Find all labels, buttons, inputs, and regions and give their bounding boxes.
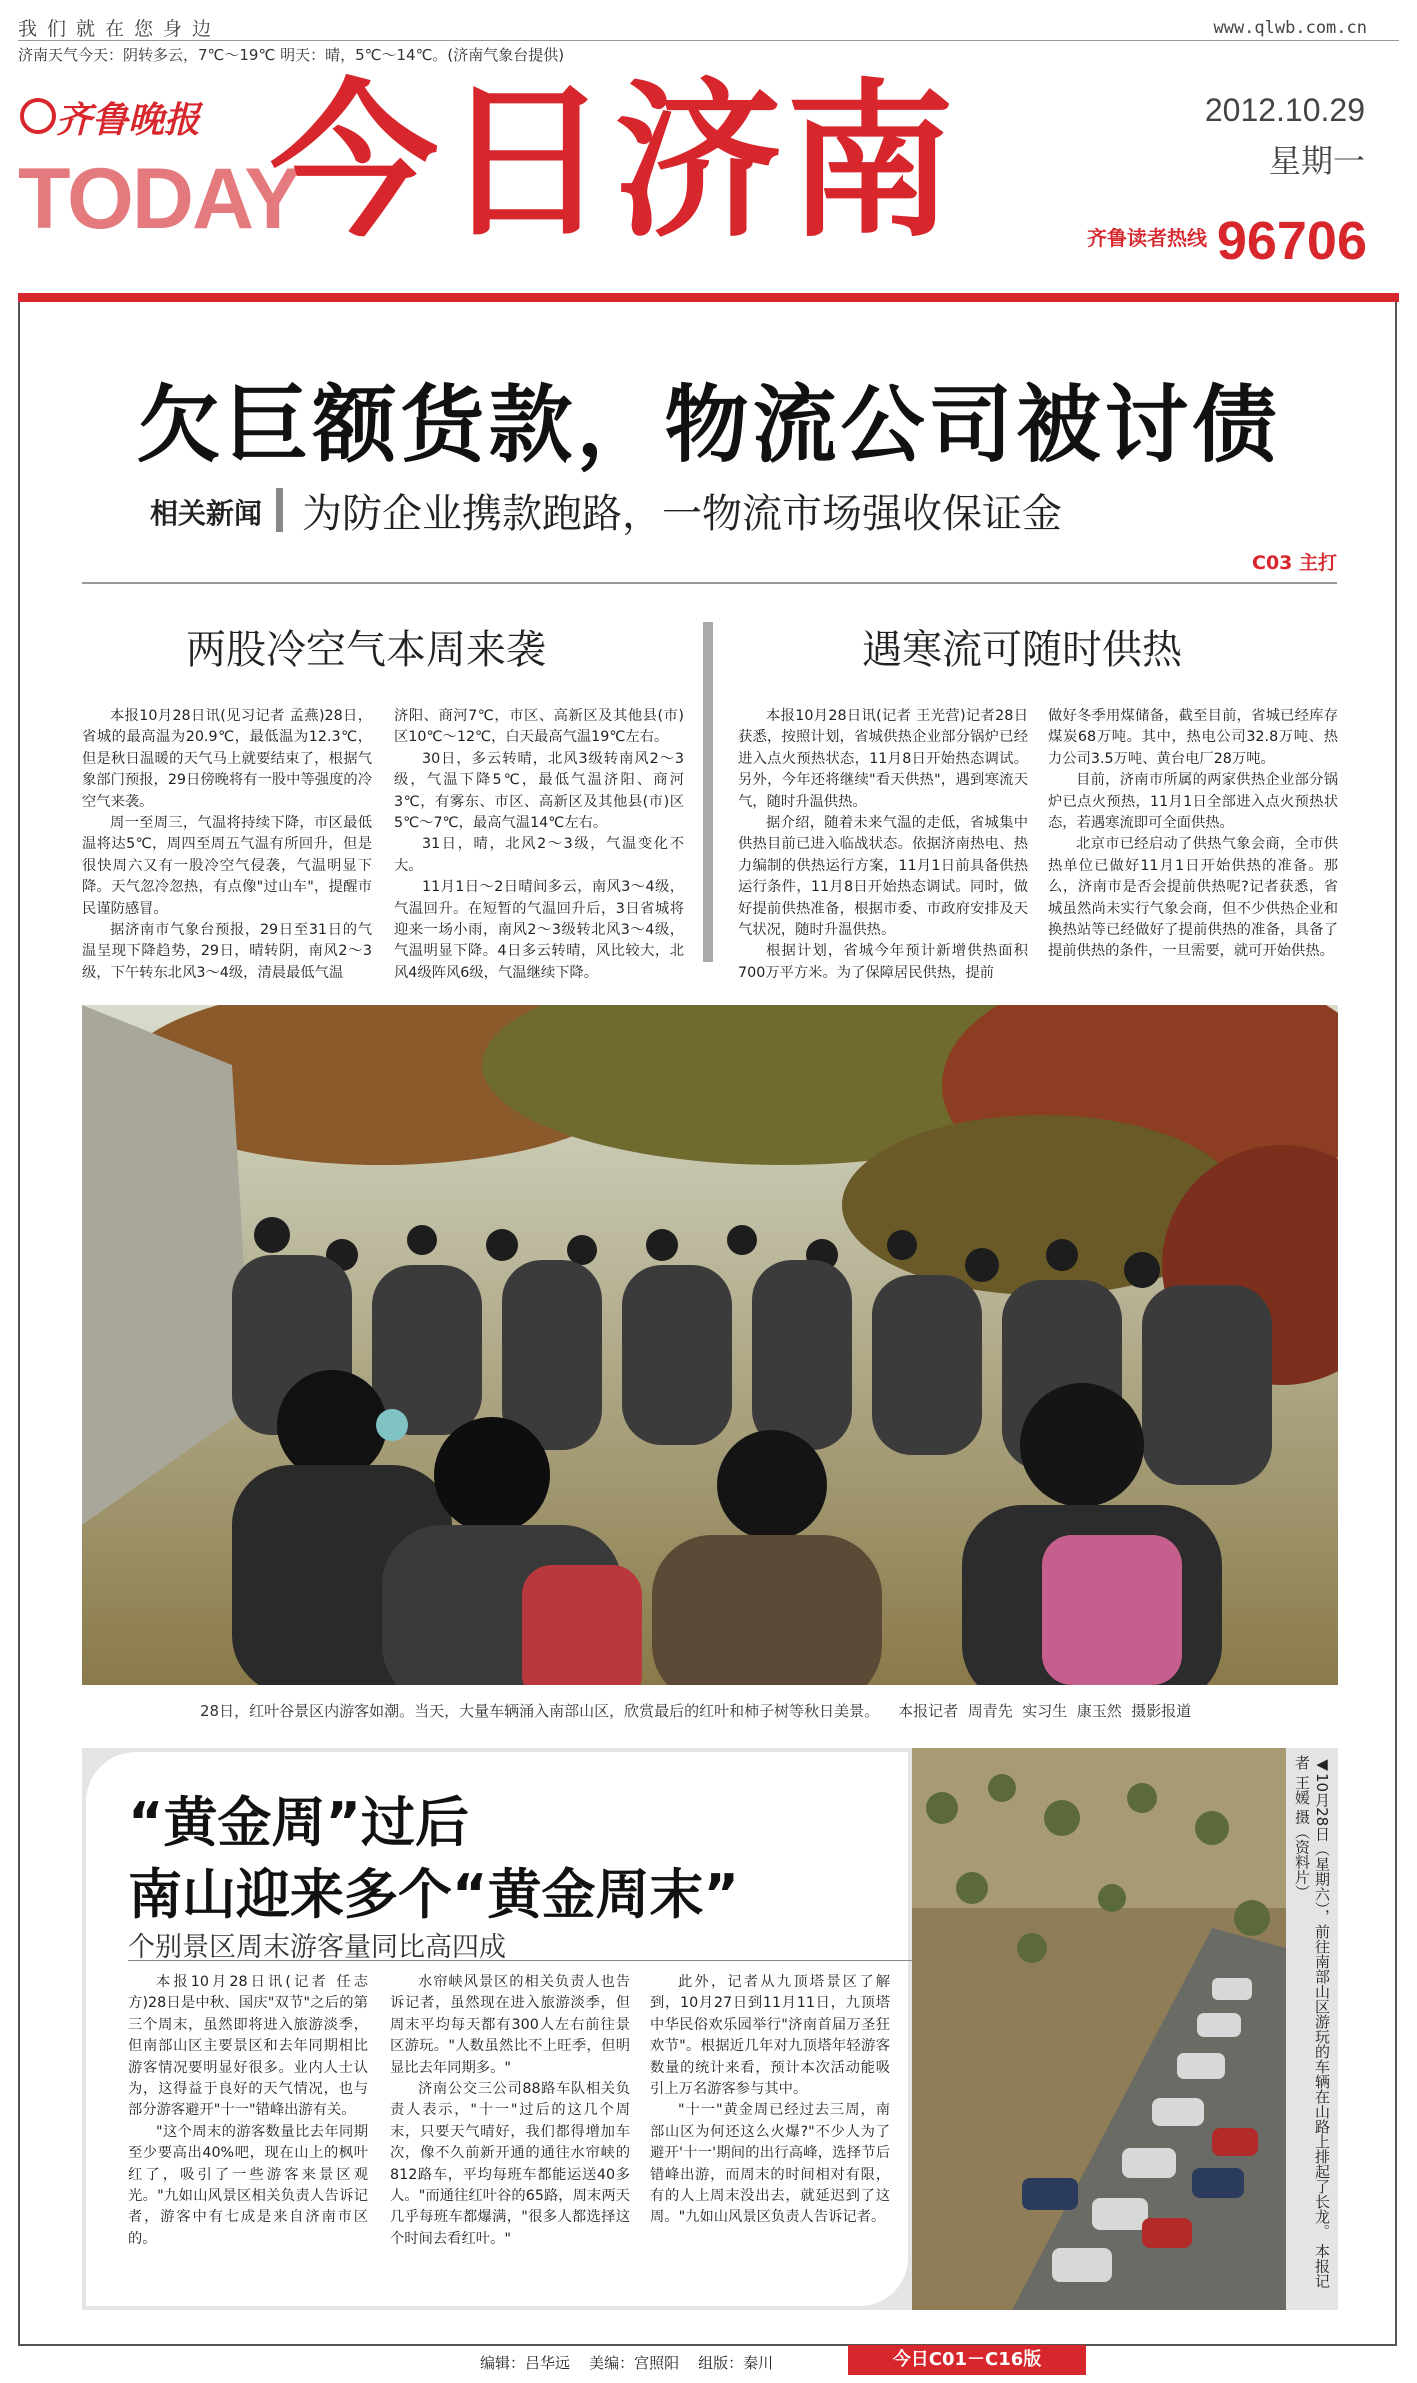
editor-credits: 编辑：吕华远 美编：宫照阳 组版：秦川 (480, 2354, 774, 2372)
slogan: 我们就在您身边 (18, 18, 222, 40)
feature-divider (128, 1960, 918, 1961)
hotline-label: 齐鲁读者热线 (1087, 226, 1207, 250)
crowd-photo (82, 1005, 1338, 1685)
story-left-title[interactable]: 两股冷空气本周来袭 (186, 627, 546, 673)
section-title: 今日济南 (270, 64, 958, 260)
paragraph: 此外，记者从九顶塔景区了解到，10月27日到11月11日，九顶塔中华民俗欢乐园举行"济南首届万圣狂欢节"。根据近几年对九顶塔年轻游客数量的统计来看，预计本次活动能吸引上万名游客参与其中。 (650, 1974, 890, 2098)
weather-line: 济南天气今天：阴转多云，7℃～19℃ 明天：晴，5℃～14℃。(济南气象台提供) (18, 46, 565, 64)
page-reference: C03 主打 (1252, 552, 1337, 574)
top-divider (18, 40, 1399, 41)
paragraph: 30日，多云转晴，北风3级转南风2～3级，气温下降5℃，最低气温济阳、商河3℃，有雾东、市区、高新区及其他县(市)区5℃～7℃，最高气温14℃左右。 (394, 750, 684, 832)
traffic-photo-image (912, 1748, 1286, 2310)
feature-col2 (390, 1972, 630, 2250)
paragraph: 11月1日～2日晴间多云，南风3～4级，气温回升。在短暂的气温回升后，3日省城将迎来一场小雨，南风2～3级转北风3～4级，气温明显下降。4日多云转晴，风比较大，北风4级阵风6级，气温继续下降。 (394, 879, 684, 981)
paragraph: 做好冬季用煤储备，截至目前，省城已经库存煤炭68万吨。其中，热电公司32.8万吨、热力公司3.5万吨、黄台电厂28万吨。 (1048, 708, 1338, 767)
related-news-text[interactable]: 为防企业携款跑路，一物流市场强收保证金 (302, 491, 1062, 537)
issue-weekday: 星期一 (1268, 142, 1365, 180)
paragraph: 本报10月28日讯(记者 任志方)28日是中秋、国庆"双节"之后的第三个周末，虽然即将进入旅游淡季，但南部山区主要景区和去年同期相比游客情况要明显好很多。业内人士认为，这得益于良好的天气情况，也与部分游客避开"十一"错峰出游有关。 (128, 1974, 368, 2119)
paragraph: "这个周末的游客数量比去年同期至少要高出40%吧，现在山上的枫叶红了，吸引了一些游客来景区观光。"九如山风景区相关负责人告诉记者，游客中有七成是来自济南市区的。 (128, 2123, 368, 2247)
today-logo: TODAY (18, 151, 300, 247)
paragraph: 据介绍，随着未来气温的走低，省城集中供热目前已进入临战状态。依据济南热电、热力编制的供热运行方案，11月1日前具备供热运行条件，11月8日开始热态调试。同时，做好提前供热准备，根据市委、市政府安排及天气状况，随时升温供热。 (738, 815, 1028, 939)
photo-caption: 28日，红叶谷景区内游客如潮。当天，大量车辆涌入南部山区，欣赏最后的红叶和柿子树等秋日美景。 本报记者 周青先 实习生 康玉然 摄影报道 (200, 1702, 1192, 1720)
hotline-number: 96706 (1216, 211, 1367, 271)
traffic-photo-caption: ◀10月28日（星期六），前往南部山区游玩的车辆在山路上排起了长龙。 本报记者 王媛 摄（资料片） (1293, 1755, 1331, 2289)
feature-title-line2[interactable]: 南山迎来多个“黄金周末” (128, 1863, 739, 1926)
paper-name: 齐鲁晚报 (56, 99, 201, 141)
story-right-col1 (738, 706, 1028, 984)
paragraph: 水帘峡风景区的相关负责人也告诉记者，虽然现在进入旅游淡季，但周末平均每天都有300人左右前往景区游玩。"人数虽然比不上旺季，但明显比去年同期多。" (390, 1974, 630, 2076)
site-url-link[interactable]: www.qlwb.com.cn (1213, 18, 1367, 38)
paragraph: 济南公交三公司88路车队相关负责人表示，"十一"过后的这几个周末，只要天气晴好，我们都得增加车次，像不久前新开通的通往水帘峡的812路车，平均每班车都能运送40多人。"而通往红叶谷的65路，周末两天几乎每班车都爆满，"很多人都选择这个时间去看红叶。" (390, 2081, 630, 2247)
story-right-col2 (1048, 706, 1338, 963)
feature-col1 (128, 1972, 368, 2250)
feature-subtitle: 个别景区周末游客量同比高四成 (128, 1932, 506, 1963)
lead-headline[interactable]: 欠巨额货款，物流公司被讨债 (136, 376, 1281, 474)
lead-divider (82, 582, 1337, 584)
story-right-title[interactable]: 遇寒流可随时供热 (862, 627, 1182, 673)
paragraph: 本报10月28日讯(见习记者 孟燕)28日，省城的最高温为20.9℃，最低温为12.3℃，但是秋日温暖的天气马上就要结束了，根据气象部门预报，29日傍晚将有一股中等强度的冷空气来袭。 (82, 708, 372, 810)
story-left-col2 (394, 706, 684, 984)
paragraph: 北京市已经启动了供热气象会商，全市供热单位已做好11月1日开始供热的准备。那么，济南市是否会提前供热呢?记者获悉，省城虽然尚未实行气象会商，但不少供热企业和换热站等已经做好了提前供热的准备，具备了提前供热的条件，一旦需要，就可开始供热。 (1048, 836, 1338, 960)
paragraph: 据济南市气象台预报，29日至31日的气温呈现下降趋势，29日，晴转阴，南风2～3级，下午转东北风3～4级，清晨最低气温 (82, 922, 372, 981)
feature-title-line1[interactable]: “黄金周”过后 (128, 1791, 469, 1854)
crowd-photo-image (82, 1005, 1338, 1685)
feature-col3 (650, 1972, 890, 2229)
column-divider (703, 622, 713, 962)
related-news-label: 相关新闻 (150, 497, 263, 530)
edition-badge: 今日C01－C16版 (848, 2345, 1086, 2375)
paragraph: "十一"黄金周已经过去三周，南部山区为何还这么火爆?"不少人为了避开'十一'期间的出行高峰，选择节后错峰出游，而周末的时间相对有限，有的人上周末没出去，就延迟到了这周。"九如山风景区负责人告诉记者。 (650, 2102, 890, 2226)
paragraph: 济阳、商河7℃，市区、高新区及其他县(市)区10℃～12℃，白天最高气温19℃左右。 (394, 708, 684, 746)
paragraph: 根据计划，省城今年预计新增供热面积700万平方米。为了保障居民供热，提前 (738, 943, 1028, 981)
traffic-photo (912, 1748, 1286, 2310)
paragraph: 目前，济南市所属的两家供热企业部分锅炉已点火预热，11月1日全部进入点火预热状态，若遇寒流即可全面供热。 (1048, 772, 1338, 832)
masthead-red-bar (18, 293, 1399, 302)
related-news-divider (276, 488, 283, 532)
paragraph: 31日，晴，北风2～3级，气温变化不大。 (394, 836, 684, 874)
issue-date: 2012.10.29 (1204, 92, 1365, 128)
story-left-col1 (82, 706, 372, 984)
paragraph: 本报10月28日讯(记者 王光营)记者28日获悉，按照计划，省城供热企业部分锅炉已经进入点火预热状态，11月8日开始热态调试。另外，今年还将继续"看天供热"，遇到寒流天气，随时升温供热。 (738, 708, 1028, 810)
paper-logo-icon (20, 98, 56, 134)
paragraph: 周一至周三，气温将持续下降，市区最低温将达5℃，周四至周五气温有所回升，但是很快周六又有一股冷空气侵袭，气温明显下降。天气忽冷忽热，有点像"过山车"，提醒市民谨防感冒。 (82, 815, 372, 917)
